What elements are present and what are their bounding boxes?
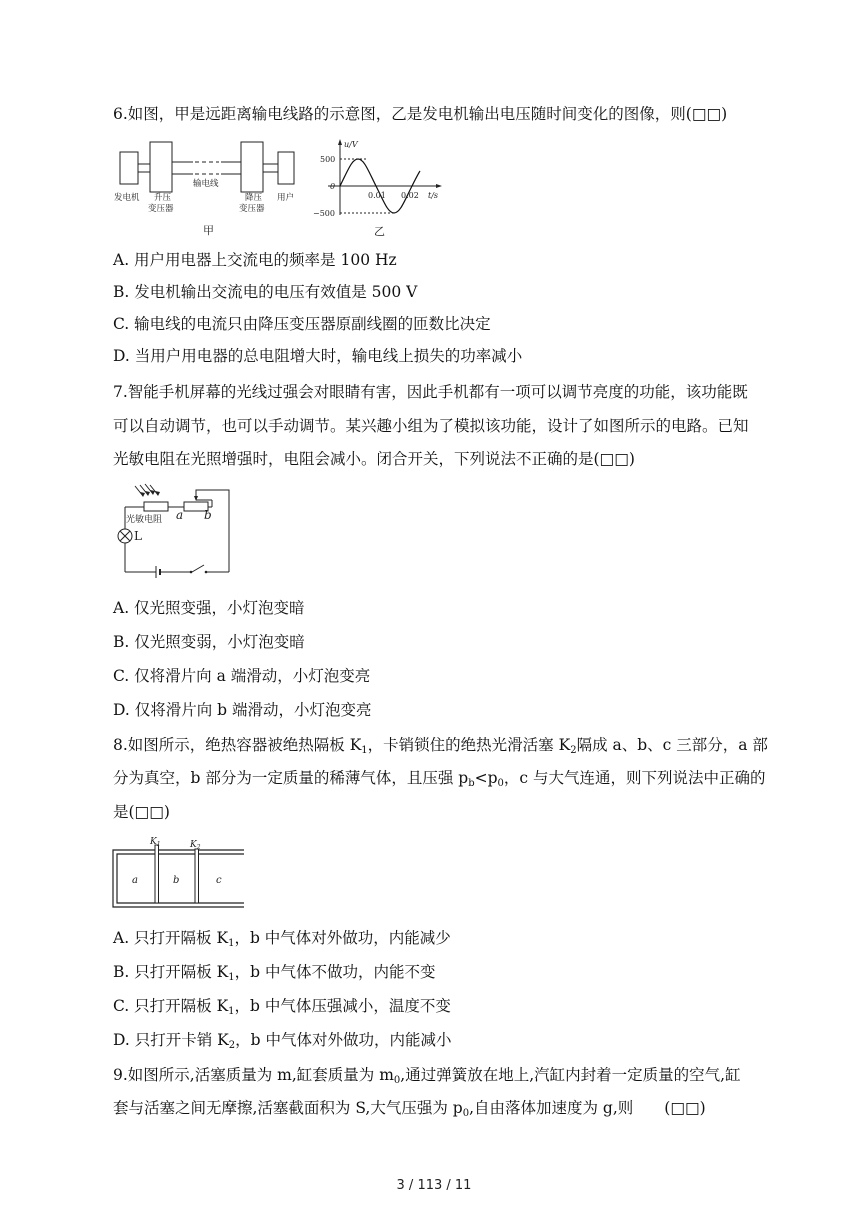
- q7-stem-line-2: 可以自动调节，也可以手动调节。某兴趣小组为了模拟该功能，设计了如图所示的电路。已知: [113, 417, 749, 435]
- q8-option-c: C. 只打开隔板 $K_1$，b 中气体压强减小，温度不变: [113, 997, 451, 1017]
- q6-option-c: C. 输电线的电流只由降压变压器原副线圈的匝数比决定: [113, 315, 491, 333]
- q7-option-d: D. 仅将滑片向 b 端滑动，小灯泡变亮: [113, 701, 372, 719]
- q8-container-figure: [110, 835, 248, 910]
- jia-label-user: 用户: [277, 193, 295, 203]
- q8-option-d: D. 只打开卡销 $K_2$，b 中气体对外做功，内能减小: [113, 1031, 452, 1051]
- q8-option-a: A. 只打开隔板 $K_1$，b 中气体对外做功，内能减少: [113, 929, 451, 949]
- q6-option-d: D. 当用户用电器的总电阻增大时，输电线上损失的功率减小: [113, 347, 523, 365]
- q7-stem-line-3: 光敏电阻在光照增强时，电阻会减小。闭合开关，下列说法不正确的是(□□): [113, 450, 635, 468]
- page-number-footer: 3 / 113 / 11: [396, 1178, 472, 1193]
- jia-label-step-up-2: 变压器: [148, 204, 174, 214]
- q8-k2-label: $K_2$: [190, 840, 201, 851]
- jia-label-line: 输电线: [193, 179, 219, 189]
- q6-option-b: B. 发电机输出交流电的电压有效值是 500 V: [113, 283, 418, 301]
- q6-option-a: A. 用户用电器上交流电的频率是 100 Hz: [113, 251, 397, 269]
- q6-stem: 6.如图，甲是远距离输电线路的示意图，乙是发电机输出电压随时间变化的图像，则(□□): [113, 105, 728, 123]
- q6-figure-yi: [310, 137, 450, 240]
- yi-ytick-0: 0: [330, 182, 336, 191]
- q9-stem-line-1: 9.如图所示,活塞质量为 m,缸套质量为 $m_0$,通过弹簧放在地上,汽缸内封着一定质量的空气,缸: [113, 1066, 741, 1086]
- q9-stem-line-2: 套与活塞之间无摩擦,活塞截面积为 S,大气压强为 $p_0$,自由落体加速度为 g,则 (□□): [113, 1099, 706, 1119]
- q8-region-c: c: [216, 875, 222, 886]
- q8-region-b: b: [173, 875, 180, 886]
- q8-region-a: a: [132, 875, 138, 886]
- q8-k1-label: $K_1$: [150, 837, 161, 848]
- q7-terminal-b: b: [204, 508, 212, 522]
- q8-stem-line-3: 是(□□): [113, 803, 170, 821]
- yi-ytick-500: 500: [320, 155, 336, 164]
- yi-xtick-001: 0.01: [368, 191, 386, 200]
- jia-label-generator: 发电机: [114, 193, 140, 203]
- jia-label-step-down-1: 降压: [245, 193, 263, 203]
- yi-caption: 乙: [374, 225, 385, 238]
- yi-ytick-neg500: −500: [313, 209, 335, 218]
- q7-lamp-label: L: [134, 529, 142, 543]
- q7-option-b: B. 仅光照变弱，小灯泡变暗: [113, 633, 305, 651]
- yi-xtick-002: 0.02: [401, 191, 419, 200]
- q6-figure-jia: [113, 138, 309, 238]
- jia-label-step-down-2: 变压器: [239, 204, 265, 214]
- jia-caption: 甲: [203, 224, 214, 237]
- q7-terminal-a: a: [176, 508, 184, 522]
- q7-option-c: C. 仅将滑片向 a 端滑动，小灯泡变亮: [113, 667, 371, 685]
- jia-label-step-up-1: 升压: [154, 193, 172, 203]
- yi-ylabel: u/V: [344, 140, 358, 149]
- q7-circuit-figure: [112, 482, 236, 580]
- q7-photoresistor-label: 光敏电阻: [126, 515, 163, 525]
- yi-xlabel: t/s: [428, 191, 439, 200]
- q8-option-b: B. 只打开隔板 $K_1$，b 中气体不做功，内能不变: [113, 963, 436, 983]
- q8-stem-line-1: 8.如图所示，绝热容器被绝热隔板 $K_1$，卡销锁住的绝热光滑活塞 $K_2$隔成 a、b、c 三部分，a 部: [113, 736, 768, 756]
- q8-stem-line-2: 分为真空，b 部分为一定质量的稀薄气体，且压强 $p_b<p_0$，c 与大气连通，则下列说法中正确的: [113, 769, 766, 789]
- q7-option-a: A. 仅光照变强，小灯泡变暗: [113, 599, 305, 617]
- q7-stem-line-1: 7.智能手机屏幕的光线过强会对眼睛有害，因此手机都有一项可以调节亮度的功能，该功能既: [113, 383, 748, 401]
